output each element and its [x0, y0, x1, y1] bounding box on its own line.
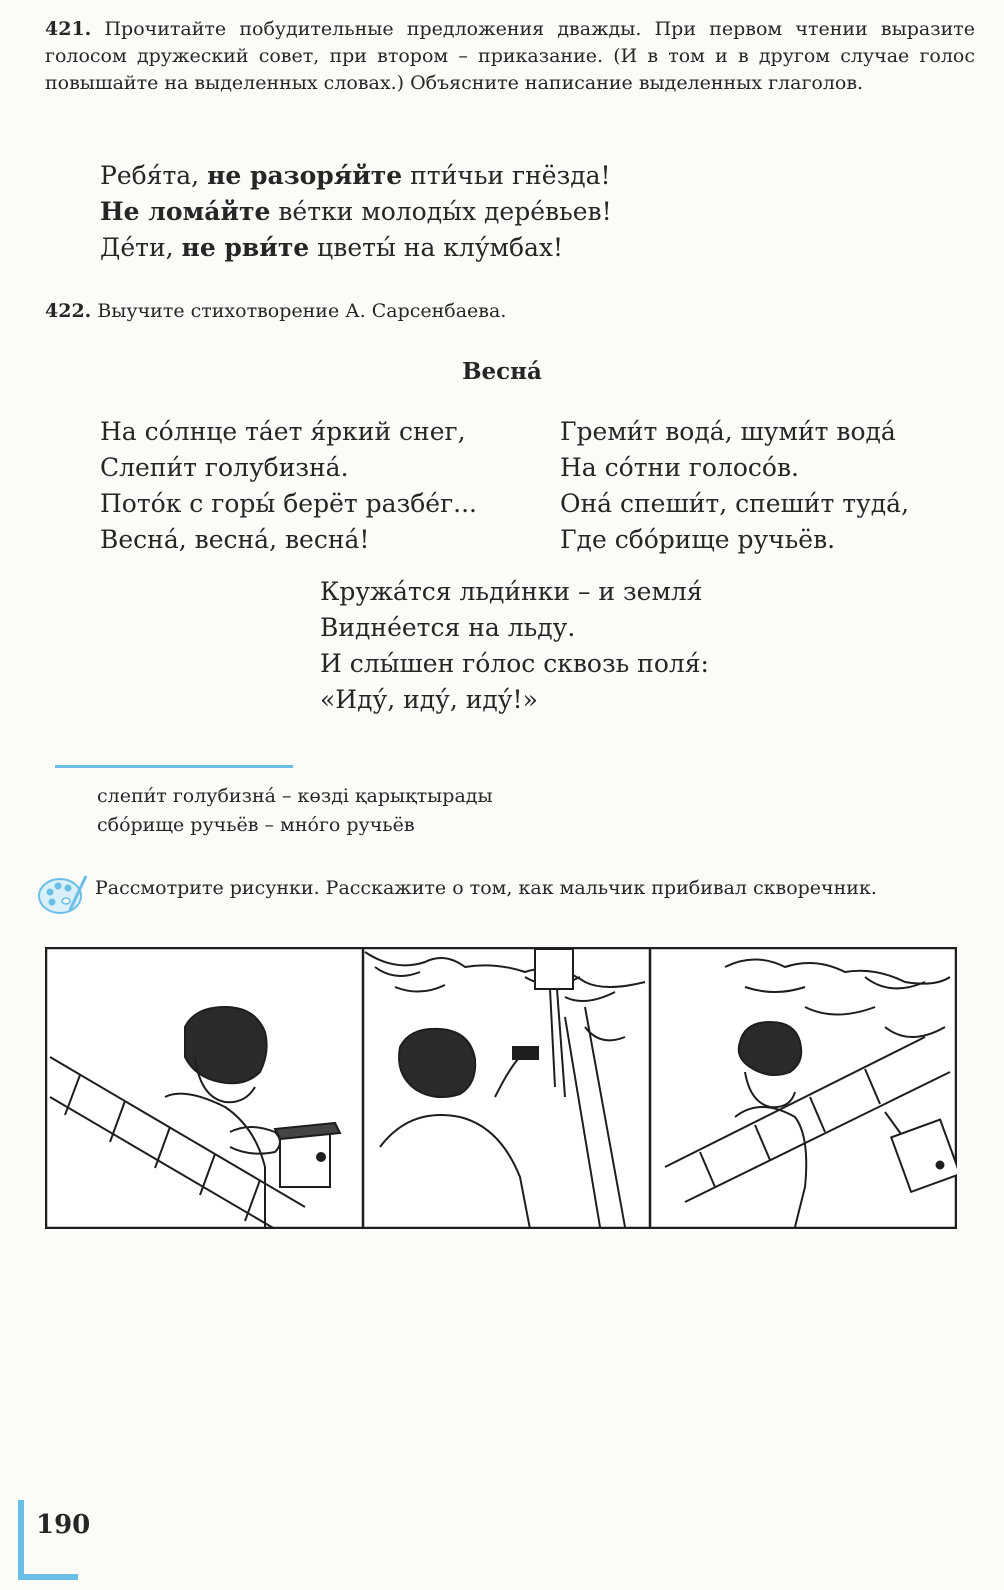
poem-line: Весна́, весна́, весна́! — [100, 525, 370, 554]
exercise-number: 422. — [45, 300, 92, 322]
poem-title: Весна́ — [462, 358, 542, 385]
highlighted-verb: не рви́те — [181, 233, 310, 262]
page-number: 190 — [36, 1510, 91, 1540]
sentence-text: Де́ти, — [100, 233, 182, 262]
sentence — [100, 158, 612, 194]
sentence — [100, 194, 612, 230]
illustration-panels — [45, 947, 957, 1229]
page-corner-mark — [18, 1574, 78, 1580]
poem-line: На со́тни голосо́в. — [560, 453, 799, 482]
glossary-entry: слепи́т голубизна́ – көзді қарықтырады — [97, 785, 493, 807]
sentence-text: ве́тки молоды́х дере́вьев! — [270, 197, 612, 226]
sentence-text: Ребя́та, — [100, 161, 208, 190]
poem-line: Кружа́тся льди́нки – и земля́ — [320, 577, 703, 606]
sentence — [100, 230, 612, 266]
poem-stanza-1 — [100, 414, 477, 558]
poem-line: Слепи́т голубизна́. — [100, 453, 349, 482]
poem-stanza-2 — [560, 414, 909, 558]
poem-line: Она́ спеши́т, спеши́т туда́, — [560, 489, 910, 518]
picture-task-text: Рассмотрите рисунки. Расскажите о том, как мальчик прибивал скворечник. — [95, 877, 877, 899]
exercise-number: 421. — [45, 18, 92, 40]
exercise-422-instruction — [45, 298, 975, 325]
poem-line: Греми́т вода́, шуми́т вода́ — [560, 417, 896, 446]
poem-line: «Иду́, иду́, иду́!» — [320, 685, 538, 714]
palette-icon — [36, 872, 88, 918]
highlighted-verb: Не лома́йте — [100, 197, 271, 226]
exercise-421-instruction — [45, 16, 975, 97]
glossary — [97, 782, 493, 840]
poem-line: На со́лнце та́ет я́ркий снег, — [100, 417, 466, 446]
sentence-text: пти́чьи гнёзда! — [402, 161, 611, 190]
glossary-divider — [55, 765, 293, 768]
instruction-text: Прочитайте побудительные предложения дважды. При первом чтении выразите голосом дружеский совет, при втором – приказание. (И в том и в другом случае голос повышайте на выделенных словах.) Объясните написание выделенных глаголов. — [45, 18, 975, 94]
imperative-sentences — [100, 158, 612, 266]
poem-line: Видне́ется на льду. — [320, 613, 576, 642]
highlighted-verb: не разоря́йте — [207, 161, 403, 190]
sentence-text: цветы́ на клу́мбах! — [309, 233, 564, 262]
instruction-text: Выучите стихотворение А. Сарсенбаева. — [97, 300, 507, 322]
poem-line: И слы́шен го́лос сквозь поля́: — [320, 649, 709, 678]
glossary-entry: сбо́рище ручьёв – мно́го ручьёв — [97, 814, 415, 836]
page-corner-mark — [18, 1500, 24, 1580]
poem-line: Где сбо́рище ручьёв. — [560, 525, 836, 554]
poem-stanza-3 — [320, 574, 709, 718]
poem-line: Пото́к с горы́ берёт разбе́г... — [100, 489, 478, 518]
